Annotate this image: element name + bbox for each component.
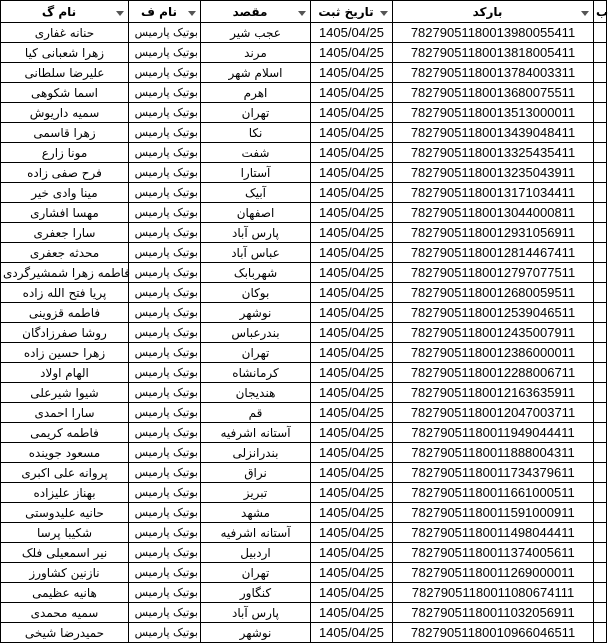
table-row [1, 63, 607, 83]
table-row [1, 223, 607, 243]
cell-destination[interactable]: شفت [201, 143, 311, 163]
cell-last-name[interactable]: فاطمه قزوینی [1, 303, 129, 323]
cell-date[interactable]: 1405/04/25 [311, 203, 393, 223]
cell-destination[interactable]: عباس آباد [201, 243, 311, 263]
cell-date[interactable]: 1405/04/25 [311, 503, 393, 523]
table-row [1, 383, 607, 403]
table-row [1, 543, 607, 563]
cell-extra[interactable] [594, 523, 607, 543]
cell-extra[interactable] [594, 383, 607, 403]
cell-destination[interactable]: بندرعباس [201, 323, 311, 343]
cell-date[interactable]: 1405/04/25 [311, 523, 393, 543]
cell-barcode[interactable]: 78279051180011888004311 [393, 443, 594, 463]
cell-last-name[interactable]: شیوا شیرعلی [1, 383, 129, 403]
cell-destination[interactable]: اردبیل [201, 543, 311, 563]
cell-destination[interactable]: آستارا [201, 163, 311, 183]
cell-extra[interactable] [594, 403, 607, 423]
cell-date[interactable]: 1405/04/25 [311, 263, 393, 283]
cell-destination[interactable]: کرمانشاه [201, 363, 311, 383]
cell-extra[interactable] [594, 303, 607, 323]
cell-date[interactable]: 1405/04/25 [311, 583, 393, 603]
cell-date[interactable]: 1405/04/25 [311, 383, 393, 403]
cell-destination[interactable]: پارس آباد [201, 223, 311, 243]
cell-extra[interactable] [594, 243, 607, 263]
cell-extra[interactable] [594, 183, 607, 203]
header-date[interactable]: تاریخ ثبت [311, 1, 393, 23]
cell-last-name[interactable]: سمیه داریوش [1, 103, 129, 123]
header-barcode[interactable]: بارکد [393, 1, 594, 23]
cell-barcode[interactable]: 78279051180011269000011 [393, 563, 594, 583]
cell-destination[interactable]: بندرانزلی [201, 443, 311, 463]
cell-date[interactable]: 1405/04/25 [311, 343, 393, 363]
header-destination[interactable]: مقصد [201, 1, 311, 23]
cell-date[interactable]: 1405/04/25 [311, 323, 393, 343]
cell-barcode[interactable]: 78279051180012680059511 [393, 283, 594, 303]
cell-barcode[interactable]: 78279051180011591000911 [393, 503, 594, 523]
cell-last-name[interactable]: حنانه غفاری [1, 23, 129, 43]
cell-last-name[interactable]: فرح صفی زاده [1, 163, 129, 183]
cell-last-name[interactable]: زهرا شعبانی کیا [1, 43, 129, 63]
cell-first-name[interactable]: بوتیک پارمیس [129, 583, 201, 603]
table-row [1, 583, 607, 603]
cell-first-name[interactable]: بوتیک پارمیس [129, 183, 201, 203]
cell-extra[interactable] [594, 483, 607, 503]
table-row [1, 183, 607, 203]
cell-extra[interactable] [594, 83, 607, 103]
cell-last-name[interactable]: فاطمه کریمی [1, 423, 129, 443]
cell-first-name[interactable]: بوتیک پارمیس [129, 483, 201, 503]
cell-extra[interactable] [594, 23, 607, 43]
table-row [1, 83, 607, 103]
cell-barcode[interactable]: 78279051180012435007911 [393, 323, 594, 343]
filter-dropdown-icon[interactable] [379, 6, 389, 20]
cell-first-name[interactable]: بوتیک پارمیس [129, 623, 201, 643]
cell-last-name[interactable]: حمیدرضا شیخی [1, 623, 129, 643]
cell-barcode[interactable]: 78279051180012931056911 [393, 223, 594, 243]
cell-date[interactable]: 1405/04/25 [311, 223, 393, 243]
cell-date[interactable]: 1405/04/25 [311, 443, 393, 463]
cell-destination[interactable]: نراق [201, 463, 311, 483]
filter-dropdown-icon[interactable] [115, 6, 125, 20]
filter-dropdown-icon[interactable] [187, 6, 197, 20]
cell-destination[interactable]: تهران [201, 563, 311, 583]
cell-barcode[interactable]: 78279051180011080674111 [393, 583, 594, 603]
cell-extra[interactable] [594, 103, 607, 123]
cell-date[interactable]: 1405/04/25 [311, 63, 393, 83]
cell-barcode[interactable]: 78279051180012814467411 [393, 243, 594, 263]
cell-extra[interactable] [594, 163, 607, 183]
filter-dropdown-icon[interactable] [297, 6, 307, 20]
cell-last-name[interactable]: فاطمه زهرا شمشیرگردی [1, 263, 129, 283]
cell-extra[interactable] [594, 43, 607, 63]
table-row [1, 523, 607, 543]
cell-first-name[interactable]: بوتیک پارمیس [129, 383, 201, 403]
cell-last-name[interactable]: علیرضا سلطانی [1, 63, 129, 83]
cell-destination[interactable]: تهران [201, 103, 311, 123]
cell-barcode[interactable]: 78279051180013044000811 [393, 203, 594, 223]
cell-first-name[interactable]: بوتیک پارمیس [129, 423, 201, 443]
cell-barcode[interactable]: 78279051180011032056911 [393, 603, 594, 623]
cell-barcode[interactable]: 78279051180011949044411 [393, 423, 594, 443]
cell-destination[interactable]: اهرم [201, 83, 311, 103]
table-row [1, 43, 607, 63]
table-row [1, 343, 607, 363]
cell-barcode[interactable]: 78279051180013325435411 [393, 143, 594, 163]
cell-last-name[interactable]: زهرا حسین زاده [1, 343, 129, 363]
cell-destination[interactable]: عجب شیر [201, 23, 311, 43]
cell-barcode[interactable]: 78279051180011374005611 [393, 543, 594, 563]
cell-first-name[interactable]: بوتیک پارمیس [129, 543, 201, 563]
table-row [1, 423, 607, 443]
table-row [1, 403, 607, 423]
cell-first-name[interactable]: بوتیک پارمیس [129, 43, 201, 63]
cell-barcode[interactable]: 78279051180012797077511 [393, 263, 594, 283]
cell-first-name[interactable]: بوتیک پارمیس [129, 243, 201, 263]
cell-destination[interactable]: اسلام شهر [201, 63, 311, 83]
table-row [1, 303, 607, 323]
cell-first-name[interactable]: بوتیک پارمیس [129, 263, 201, 283]
cell-last-name[interactable]: حانیه علیدوستی [1, 503, 129, 523]
cell-destination[interactable]: آستانه اشرفیه [201, 523, 311, 543]
cell-destination[interactable]: شهربابک [201, 263, 311, 283]
cell-date[interactable]: 1405/04/25 [311, 183, 393, 203]
table-row [1, 603, 607, 623]
cell-date[interactable]: 1405/04/25 [311, 283, 393, 303]
cell-first-name[interactable]: بوتیک پارمیس [129, 83, 201, 103]
cell-first-name[interactable]: بوتیک پارمیس [129, 603, 201, 623]
cell-destination[interactable]: نوشهر [201, 303, 311, 323]
cell-barcode[interactable]: 78279051180013784003311 [393, 63, 594, 83]
cell-extra[interactable] [594, 223, 607, 243]
cell-barcode[interactable]: 78279051180010966046511 [393, 623, 594, 643]
cell-extra[interactable] [594, 503, 607, 523]
cell-date[interactable]: 1405/04/25 [311, 83, 393, 103]
cell-last-name[interactable]: مهسا افشاری [1, 203, 129, 223]
cell-barcode[interactable]: 78279051180011661000511 [393, 483, 594, 503]
table-row [1, 483, 607, 503]
cell-barcode[interactable]: 78279051180012386000011 [393, 343, 594, 363]
cell-destination[interactable]: تهران [201, 343, 311, 363]
table-row [1, 563, 607, 583]
cell-first-name[interactable]: بوتیک پارمیس [129, 343, 201, 363]
cell-date[interactable]: 1405/04/25 [311, 423, 393, 443]
cell-date[interactable]: 1405/04/25 [311, 603, 393, 623]
cell-barcode[interactable]: 78279051180013171034411 [393, 183, 594, 203]
cell-barcode[interactable]: 78279051180012047003711 [393, 403, 594, 423]
header-first-name[interactable]: نام ف [129, 1, 201, 23]
cell-date[interactable]: 1405/04/25 [311, 463, 393, 483]
cell-last-name[interactable]: هانیه عظیمی [1, 583, 129, 603]
cell-date[interactable]: 1405/04/25 [311, 563, 393, 583]
cell-first-name[interactable]: بوتیک پارمیس [129, 303, 201, 323]
cell-extra[interactable] [594, 283, 607, 303]
cell-date[interactable]: 1405/04/25 [311, 543, 393, 563]
cell-extra[interactable] [594, 203, 607, 223]
table-row [1, 243, 607, 263]
cell-date[interactable]: 1405/04/25 [311, 163, 393, 183]
cell-destination[interactable]: مشهد [201, 503, 311, 523]
cell-extra[interactable] [594, 443, 607, 463]
table-row [1, 163, 607, 183]
cell-destination[interactable]: کنگاور [201, 583, 311, 603]
cell-first-name[interactable]: بوتیک پارمیس [129, 403, 201, 423]
cell-barcode[interactable]: 78279051180012163635911 [393, 383, 594, 403]
cell-first-name[interactable]: بوتیک پارمیس [129, 163, 201, 183]
cell-first-name[interactable]: بوتیک پارمیس [129, 503, 201, 523]
cell-last-name[interactable]: پروانه علی اکبری [1, 463, 129, 483]
cell-barcode[interactable]: 78279051180012288006711 [393, 363, 594, 383]
table-row [1, 283, 607, 303]
cell-last-name[interactable]: نیر اسمعیلی فلک [1, 543, 129, 563]
header-extra[interactable]: ب [594, 1, 607, 23]
cell-barcode[interactable]: 78279051180012539046511 [393, 303, 594, 323]
cell-extra[interactable] [594, 323, 607, 343]
cell-extra[interactable] [594, 263, 607, 283]
cell-destination[interactable]: آستانه اشرفیه [201, 423, 311, 443]
cell-barcode[interactable]: 78279051180013818005411 [393, 43, 594, 63]
cell-first-name[interactable]: بوتیک پارمیس [129, 223, 201, 243]
cell-first-name[interactable]: بوتیک پارمیس [129, 63, 201, 83]
cell-last-name[interactable]: سارا احمدی [1, 403, 129, 423]
table-row [1, 463, 607, 483]
table-body [1, 23, 607, 643]
cell-last-name[interactable]: پریا فتح الله زاده [1, 283, 129, 303]
cell-first-name[interactable]: بوتیک پارمیس [129, 123, 201, 143]
cell-date[interactable]: 1405/04/25 [311, 303, 393, 323]
cell-first-name[interactable]: بوتیک پارمیس [129, 203, 201, 223]
cell-last-name[interactable]: شکیبا پرسا [1, 523, 129, 543]
cell-destination[interactable]: آبیک [201, 183, 311, 203]
cell-last-name[interactable]: سمیه محمدی [1, 603, 129, 623]
table-row [1, 263, 607, 283]
header-row [1, 1, 607, 23]
cell-extra[interactable] [594, 143, 607, 163]
cell-barcode[interactable]: 78279051180013439048411 [393, 123, 594, 143]
table-row [1, 203, 607, 223]
cell-barcode[interactable]: 78279051180013235043911 [393, 163, 594, 183]
cell-last-name[interactable]: سارا جعفری [1, 223, 129, 243]
cell-barcode[interactable]: 78279051180013513000011 [393, 103, 594, 123]
cell-destination[interactable]: هندیجان [201, 383, 311, 403]
cell-first-name[interactable]: بوتیک پارمیس [129, 143, 201, 163]
cell-extra[interactable] [594, 543, 607, 563]
cell-date[interactable]: 1405/04/25 [311, 103, 393, 123]
cell-date[interactable]: 1405/04/25 [311, 23, 393, 43]
cell-first-name[interactable]: بوتیک پارمیس [129, 23, 201, 43]
cell-extra[interactable] [594, 343, 607, 363]
cell-date[interactable]: 1405/04/25 [311, 123, 393, 143]
cell-destination[interactable]: تبریز [201, 483, 311, 503]
table-row [1, 123, 607, 143]
cell-first-name[interactable]: بوتیک پارمیس [129, 283, 201, 303]
cell-barcode[interactable]: 78279051180011498044411 [393, 523, 594, 543]
cell-first-name[interactable]: بوتیک پارمیس [129, 563, 201, 583]
cell-last-name[interactable]: اسما شکوهی [1, 83, 129, 103]
cell-destination[interactable]: پارس آباد [201, 603, 311, 623]
cell-destination[interactable]: اصفهان [201, 203, 311, 223]
cell-last-name[interactable]: مونا زارع [1, 143, 129, 163]
cell-barcode[interactable]: 78279051180013980055411 [393, 23, 594, 43]
table-row [1, 623, 607, 643]
cell-date[interactable]: 1405/04/25 [311, 483, 393, 503]
cell-destination[interactable]: نکا [201, 123, 311, 143]
cell-last-name[interactable]: بهناز علیزاده [1, 483, 129, 503]
cell-extra[interactable] [594, 423, 607, 443]
cell-date[interactable]: 1405/04/25 [311, 243, 393, 263]
cell-last-name[interactable]: الهام اولاد [1, 363, 129, 383]
cell-last-name[interactable]: روشا صفرزادگان [1, 323, 129, 343]
cell-extra[interactable] [594, 63, 607, 83]
cell-destination[interactable]: نوشهر [201, 623, 311, 643]
table-row [1, 323, 607, 343]
cell-first-name[interactable]: بوتیک پارمیس [129, 103, 201, 123]
header-last-name[interactable]: نام گ [1, 1, 129, 23]
cell-last-name[interactable]: محدثه جعفری [1, 243, 129, 263]
cell-extra[interactable] [594, 563, 607, 583]
cell-extra[interactable] [594, 603, 607, 623]
table-row [1, 443, 607, 463]
cell-first-name[interactable]: بوتیک پارمیس [129, 363, 201, 383]
cell-last-name[interactable]: زهرا قاسمی [1, 123, 129, 143]
cell-first-name[interactable]: بوتیک پارمیس [129, 323, 201, 343]
cell-date[interactable]: 1405/04/25 [311, 403, 393, 423]
cell-extra[interactable] [594, 623, 607, 643]
table-row [1, 23, 607, 43]
cell-date[interactable]: 1405/04/25 [311, 363, 393, 383]
table-row [1, 143, 607, 163]
cell-destination[interactable]: بوکان [201, 283, 311, 303]
cell-destination[interactable]: قم [201, 403, 311, 423]
cell-destination[interactable]: مرند [201, 43, 311, 63]
table-row [1, 503, 607, 523]
cell-barcode[interactable]: 78279051180013680075511 [393, 83, 594, 103]
cell-barcode[interactable]: 78279051180011734379611 [393, 463, 594, 483]
filter-dropdown-icon[interactable] [580, 6, 590, 20]
cell-extra[interactable] [594, 123, 607, 143]
table-row [1, 103, 607, 123]
cell-last-name[interactable]: نازنین کشاورز [1, 563, 129, 583]
table-row [1, 363, 607, 383]
cell-date[interactable]: 1405/04/25 [311, 143, 393, 163]
cell-extra[interactable] [594, 463, 607, 483]
cell-last-name[interactable]: مینا وادی خیر [1, 183, 129, 203]
cell-extra[interactable] [594, 583, 607, 603]
cell-date[interactable]: 1405/04/25 [311, 43, 393, 63]
cell-first-name[interactable]: بوتیک پارمیس [129, 463, 201, 483]
cell-date[interactable]: 1405/04/25 [311, 623, 393, 643]
cell-last-name[interactable]: مسعود جوینده [1, 443, 129, 463]
cell-first-name[interactable]: بوتیک پارمیس [129, 523, 201, 543]
cell-first-name[interactable]: بوتیک پارمیس [129, 443, 201, 463]
cell-extra[interactable] [594, 363, 607, 383]
